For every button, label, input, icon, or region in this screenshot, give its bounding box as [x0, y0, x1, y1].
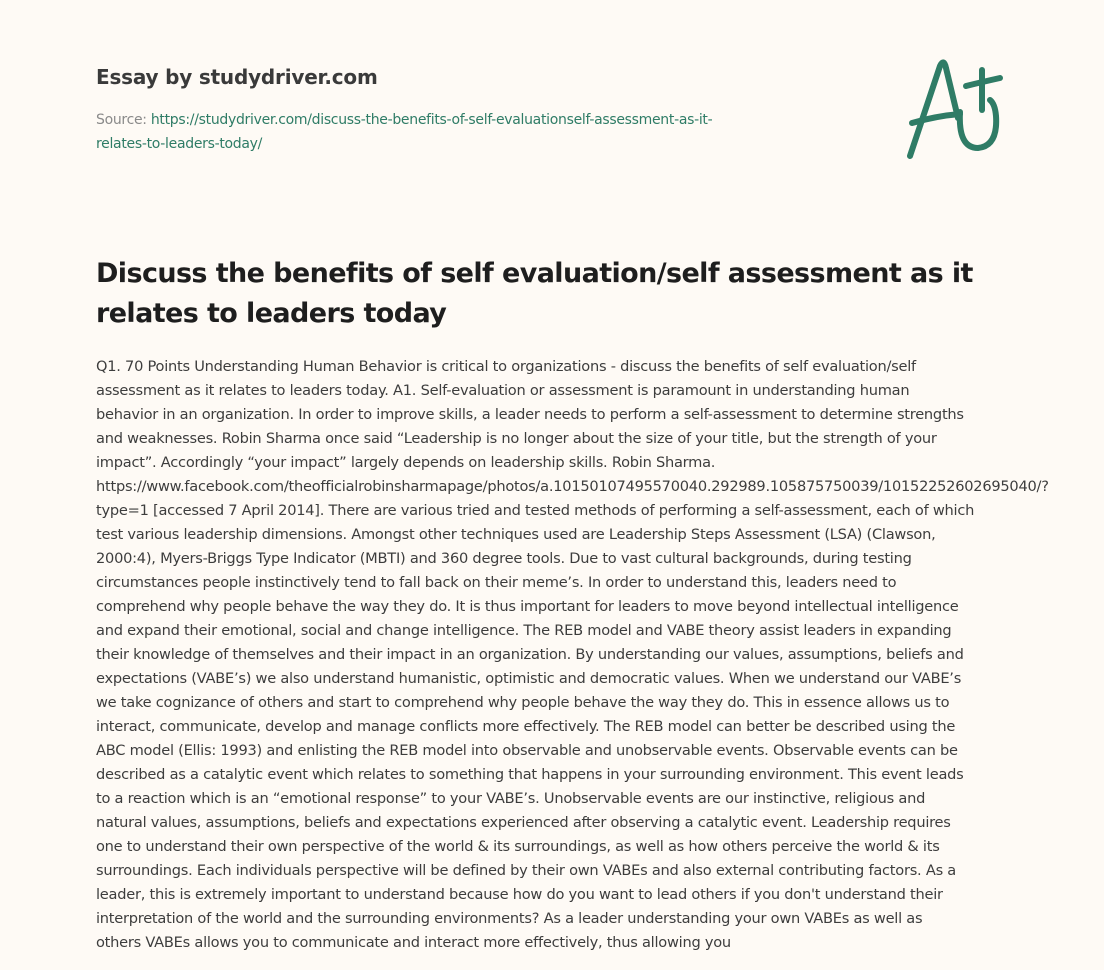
body-line: interpretation of the world and the surrounding environments? As a leader understanding your own VABEs as well as	[96, 910, 923, 927]
site-title: Essay by studydriver.com	[96, 65, 378, 89]
body-line: one to understand their own perspective of the world & its surroundings, as well as how others perceive the world & its	[96, 838, 940, 855]
body-line: ABC model (Ellis: 1993) and enlisting the REB model into observable and unobservable events. Observable events can be	[96, 742, 958, 759]
source-link-continued[interactable]: relates-to-leaders-today/	[96, 136, 263, 152]
body-line: Q1. 70 Points Understanding Human Behavior is critical to organizations - discuss the benefits of self evaluation/self	[96, 358, 916, 375]
body-line: type=1 [accessed 7 April 2014]. There are various tried and tested methods of performing a self-assessment, each of which	[96, 502, 975, 519]
body-line: and weaknesses. Robin Sharma once said “Leadership is no longer about the size of your title, but the strength of your	[96, 430, 937, 447]
body-line: their knowledge of themselves and their impact in an organization. By understanding our values, assumptions, beliefs and	[96, 646, 964, 663]
source-citation	[96, 108, 856, 156]
essay-title-line: Discuss the benefits of self evaluation/self assessment as it	[96, 258, 973, 289]
body-line: comprehend why people behave the way they do. It is thus important for leaders to move beyond intellectual intelligence	[96, 598, 959, 615]
body-line: we take cognizance of others and start to comprehend why people behave the way they do. This in essence allows us to	[96, 694, 950, 711]
essay-title-line: relates to leaders today	[96, 298, 447, 329]
body-line: assessment as it relates to leaders today. A1. Self-evaluation or assessment is paramount in understanding human	[96, 382, 910, 399]
body-line: circumstances people instinctively tend to fall back on their meme’s. In order to understand this, leaders need to	[96, 574, 897, 591]
body-line: surroundings. Each individuals perspective will be defined by their own VABEs and also external contributing factors. As a	[96, 862, 957, 879]
body-line: leader, this is extremely important to understand because how do you want to lead others if you don't understand their	[96, 886, 943, 903]
body-line: test various leadership dimensions. Amongst other techniques used are Leadership Steps Assessment (LSA) (Clawson,	[96, 526, 936, 543]
a-plus-grade-icon	[900, 38, 1020, 168]
essay-body	[96, 355, 1049, 955]
body-line: described as a catalytic event which relates to something that happens in your surrounding environment. This event leads	[96, 766, 964, 783]
essay-title	[96, 254, 973, 334]
body-line: interact, communicate, develop and manage conflicts more effectively. The REB model can better be described using the	[96, 718, 956, 735]
body-line: behavior in an organization. In order to improve skills, a leader needs to perform a self-assessment to determine strengths	[96, 406, 964, 423]
body-line: 2000:4), Myers-Briggs Type Indicator (MBTI) and 360 degree tools. Due to vast cultural backgrounds, during testing	[96, 550, 912, 567]
source-label: Source:	[96, 112, 151, 128]
body-line: and expand their emotional, social and change intelligence. The REB model and VABE theory assist leaders in expanding	[96, 622, 952, 639]
body-line: natural values, assumptions, beliefs and expectations experienced after observing a catalytic event. Leadership requires	[96, 814, 951, 831]
body-line: to a reaction which is an “emotional response” to your VABE’s. Unobservable events are our instinctive, religious and	[96, 790, 926, 807]
body-line: expectations (VABE’s) we also understand humanistic, optimistic and democratic values. When we understand our VABE’s	[96, 670, 962, 687]
site-header	[96, 62, 856, 156]
body-line: impact”. Accordingly “your impact” largely depends on leadership skills. Robin Sharma.	[96, 454, 716, 471]
body-line: https://www.facebook.com/theofficialrobinsharmapage/photos/a.10150107495570040.292989.105875750039/10152252602695040/?	[96, 478, 1049, 495]
source-link[interactable]: https://studydriver.com/discuss-the-benefits-of-self-evaluationself-assessment-as-it-	[150, 112, 713, 128]
body-line: others VABEs allows you to communicate and interact more effectively, thus allowing you	[96, 934, 731, 951]
